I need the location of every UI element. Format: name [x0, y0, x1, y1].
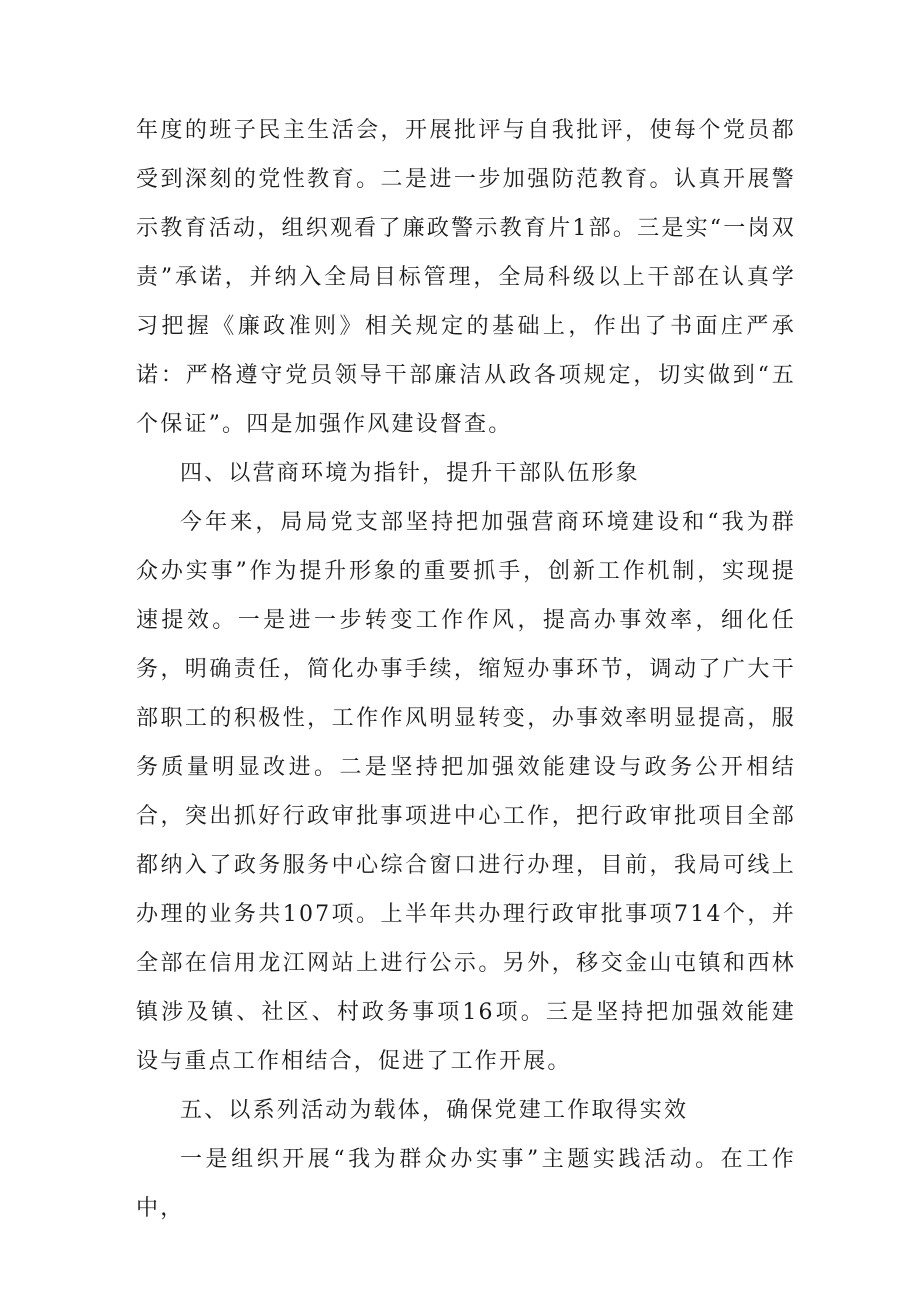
- paragraph-continued: 年度的班子民主生活会，开展批评与自我批评，使每个党员都受到深刻的党性教育。二是进一步加强防范教育。认真开展警示教育活动，组织观看了廉政警示教育片1部。三是实“一岗双责”承诺，并纳入全局目标管理，全局科级以上干部在认真学习把握《廉政准则》相关规定的基础上，作出了书面庄严承诺：严格遵守党员领导干部廉洁从政各项规定，切实做到“五个保证”。四是加强作风建设督查。: [136, 118, 796, 437]
- section-heading-4: 四、以营商环境为指针，提升干部队伍形象: [180, 461, 640, 486]
- paragraph-business-environment: 今年来，局局党支部坚持把加强营商环境建设和“我为群众办实事”作为提升形象的重要抓手，创新工作机制，实现提速提效。一是进一步转变工作作风，提高办事效率，细化任务，明确责任，简化办事手续，缩短办事环节，调动了广大干部职工的积极性，工作作风明显转变，办事效率明显提高，服务质量明显改进。二是坚持把加强效能建设与政务公开相结合，突出抓好行政审批事项进中心工作，把行政审批项目全部都纳入了政务服务中心综合窗口进行办理，目前，我局可线上办理的业务共107项。上半年共办理行政审批事项714个，并全部在信用龙江网站上进行公示。另外，移交金山屯镇和西林镇涉及镇、社区、村政务事项16项。三是坚持把加强效能建设与重点工作相结合，促进了工作开展。: [136, 510, 796, 1074]
- paragraph-activities: 一是组织开展“我为群众办实事”主题实践活动。在工作中，: [136, 1147, 796, 1221]
- document-body: [136, 106, 796, 1233]
- section-heading-5: 五、以系列活动为载体，确保党建工作取得实效: [180, 1098, 689, 1123]
